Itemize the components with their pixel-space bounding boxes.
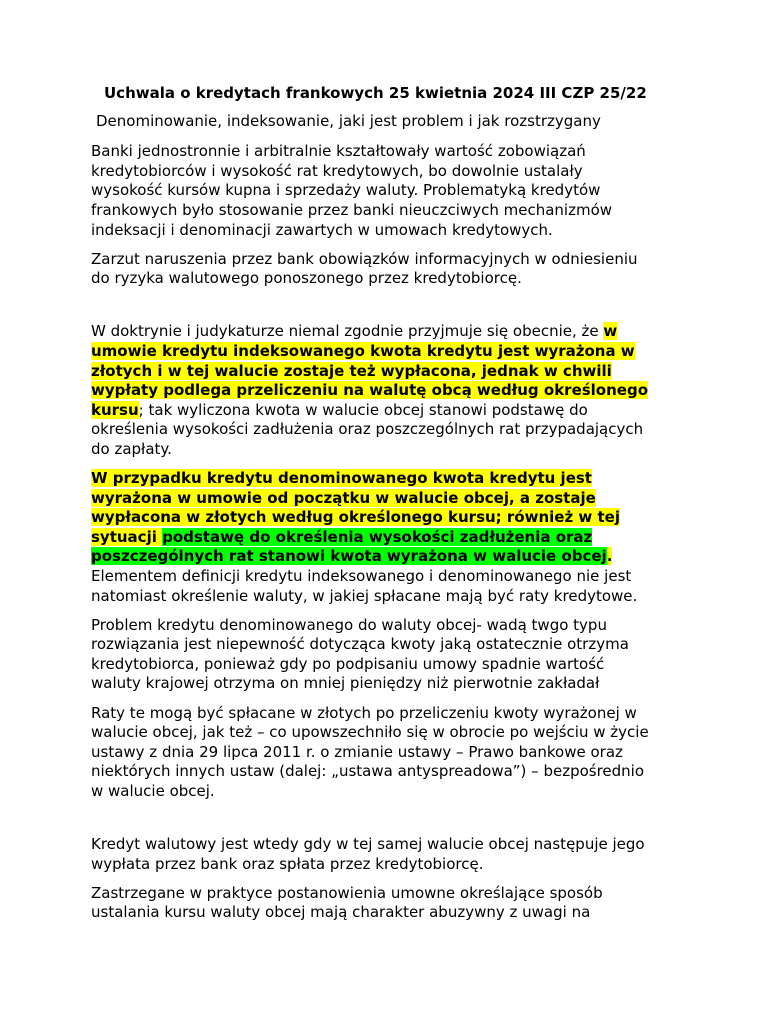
text-line: Banki jednostronnie i arbitralnie kształtowały wartość zobowiązań <box>91 142 586 161</box>
text-line: walucie obcej, jak też – co upowszechniło się w obrocie po wejściu w życie <box>91 723 649 742</box>
document-body <box>91 84 681 932</box>
paragraph-information-duty <box>91 250 681 289</box>
paragraph-denominated-credit <box>91 469 681 606</box>
paragraph-banks <box>91 142 681 240</box>
highlighted-text: wypłaty podlega przeliczeniu na walutę obcą według określonego <box>91 381 649 400</box>
text-line: Raty te mogą być spłacane w złotych po przeliczeniu kwoty wyrażonej w <box>91 703 637 722</box>
document-subtitle: Denominowanie, indeksowanie, jaki jest problem i jak rozstrzygany <box>96 111 601 130</box>
text-line: waluty krajowej otrzyma on mniej pieniędzy niż pierwotnie zakładał <box>91 674 600 693</box>
text-line <box>91 342 681 362</box>
text-line: Zarzut naruszenia przez bank obowiązków informacyjnych w odniesieniu <box>91 249 638 268</box>
text-line <box>91 547 681 567</box>
text-line <box>91 489 681 509</box>
plain-text: ; tak wyliczona kwota w walucie obcej stanowi podstawę do <box>138 400 588 419</box>
highlighted-text: . <box>606 547 613 566</box>
text-line <box>91 401 681 421</box>
highlighted-text: w <box>603 322 618 341</box>
paragraph-indexed-credit <box>91 322 681 459</box>
text-line <box>91 362 681 382</box>
highlighted-text: wypłacona w złotych według określonego kursu; również w tej <box>91 508 620 527</box>
text-line: Kredyt walutowy jest wtedy gdy w tej samej walucie obcej następuje jego <box>91 835 645 853</box>
text-line: wypłata przez bank oraz spłata przez kredytobiorcę. <box>91 854 484 873</box>
document-title: Uchwala o kredytach frankowych 25 kwietnia 2024 III CZP 25/22 <box>104 84 647 102</box>
text-line: do ryzyka walutowego ponoszonego przez kredytobiorcę. <box>91 269 522 288</box>
text-line: określenia wysokości zadłużenia oraz poszczególnych rat przypadających <box>91 420 644 439</box>
green-highlighted-text: poszczególnych rat stanowi kwota wyrażona w walucie obcej <box>91 547 607 566</box>
text-line <box>91 528 681 548</box>
highlighted-text: wyrażona w umowie od początku w walucie obcej, a zostaje <box>91 488 596 507</box>
green-highlighted-text: podstawę do określenia wysokości zadłużenia oraz <box>162 527 593 546</box>
text-line <box>91 381 681 401</box>
text-line: natomiast określenie waluty, w jakiej spłacane mają być raty kredytowe. <box>91 586 638 605</box>
paragraph-denominated-problem <box>91 616 681 694</box>
text-line: Elementem definicji kredytu indeksowanego i denominowanego nie jest <box>91 566 632 585</box>
text-line: kredytobiorca, ponieważ gdy po podpisaniu umowy spadnie wartość <box>91 654 605 673</box>
blank-line <box>91 298 681 322</box>
text-line: niektórych innych ustaw (dalej: „ustawa antyspreadowa”) – bezpośrednio <box>91 762 645 781</box>
text-line: indeksacji i denominacji zawartych w umowach kredytowych. <box>91 220 553 239</box>
paragraph-installments <box>91 704 681 802</box>
text-line <box>91 508 681 528</box>
text-line: Problem kredytu denominowanego do waluty obcej- wadą twgo typu <box>91 615 607 634</box>
text-line: do zapłaty. <box>91 439 172 458</box>
highlighted-text: kursu <box>91 400 139 419</box>
paragraph-abusive-clauses <box>91 884 681 923</box>
plain-text: W doktrynie i judykaturze niemal zgodnie przyjmuje się obecnie, że <box>91 322 604 341</box>
text-line: frankowych było stosowanie przez banki nieuczciwych mechanizmów <box>91 200 613 219</box>
highlighted-text: umowie kredytu indeksowanego kwota kredytu jest wyrażona w <box>91 341 635 360</box>
highlighted-text: W przypadku kredytu denominowanego kwota kredytu jest <box>91 469 592 487</box>
text-line: ustawy z dnia 29 lipca 2011 r. o zmianie ustawy – Prawo bankowe oraz <box>91 742 623 761</box>
text-line: ustalania kursu waluty obcej mają charakter abuzywny z uwagi na <box>91 903 591 922</box>
highlighted-text: sytuacji <box>91 527 163 546</box>
text-line: wysokość kursów kupna i sprzedaży waluty. Problematyką kredytów <box>91 181 601 200</box>
highlighted-text: złotych i w tej walucie zostaje też wypłacona, jednak w chwili <box>91 361 612 380</box>
text-line <box>91 322 681 342</box>
text-line: kredytobiorców i wysokość rat kredytowych, bo dowolnie ustalały <box>91 161 583 180</box>
blank-line <box>91 811 681 835</box>
text-line: rozwiązania jest niepewność dotycząca kwoty jaką ostatecznie otrzyma <box>91 635 629 654</box>
text-line: Zastrzegane w praktyce postanowienia umowne określające sposób <box>91 883 603 902</box>
text-line: w walucie obcej. <box>91 781 215 800</box>
text-line <box>91 469 681 489</box>
paragraph-currency-credit <box>91 835 681 874</box>
